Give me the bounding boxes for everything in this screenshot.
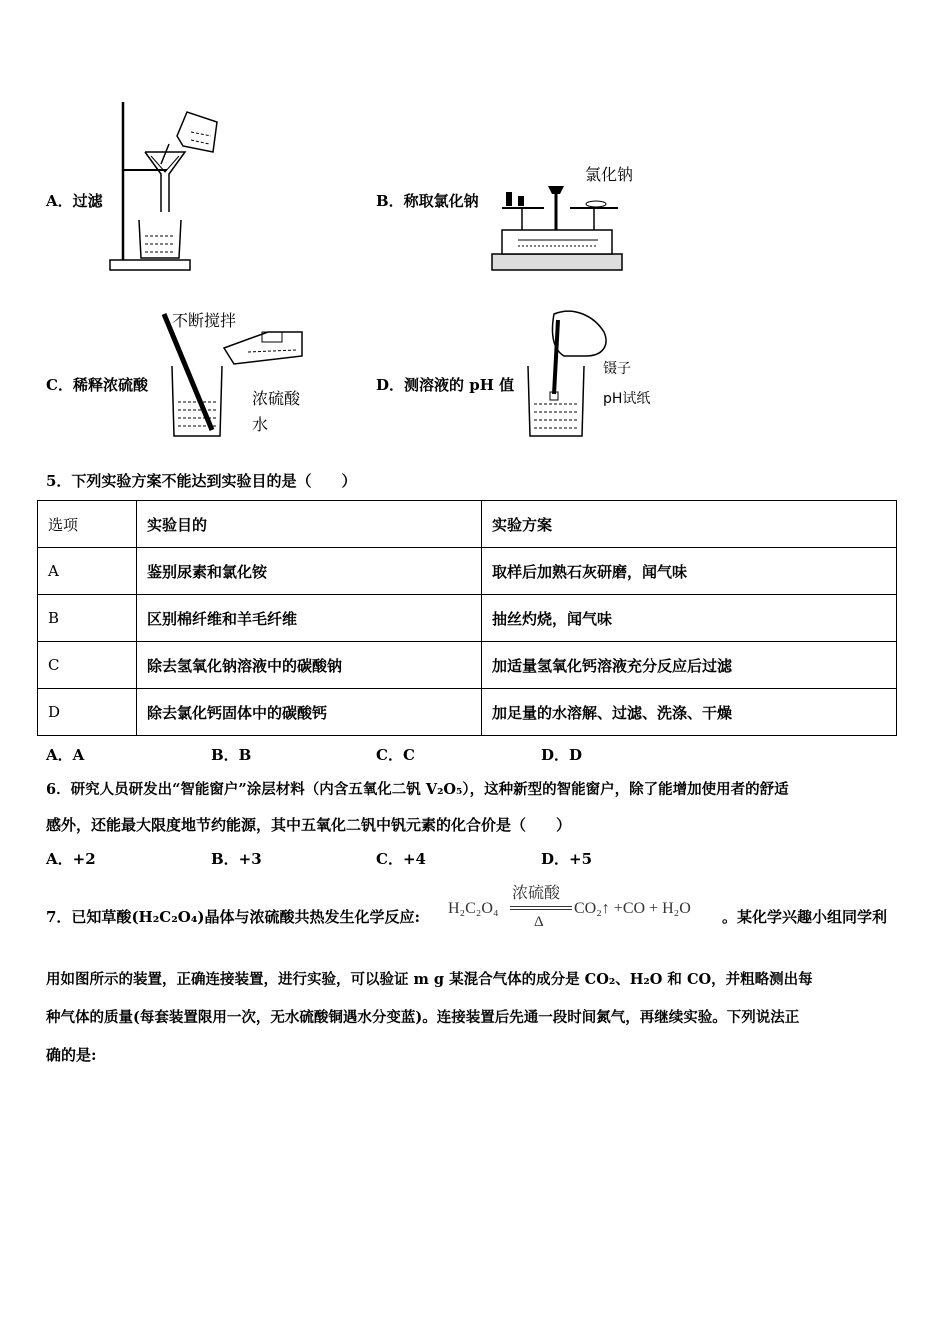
table-cell: 区别棉纤维和羊毛纤维 — [137, 595, 482, 642]
option-a-label: A．过滤 — [46, 192, 103, 210]
callout-ph-paper: pH试纸 — [603, 391, 651, 407]
q5-option-a: A．A — [46, 746, 85, 764]
q7-line3: 种气体的质量(每套装置限用一次，无水硫酸铜遇水分变蓝)。连接装置后先通一段时间氮气，再继续实验。下列说法正 — [46, 1009, 800, 1026]
q5-option-d: D．D — [541, 746, 583, 764]
ph-test-figure — [524, 306, 614, 441]
q7-after-equation: 。某化学兴趣小组同学利 — [722, 908, 888, 926]
q6-line2: 感外，还能最大限度地节约能源，其中五氧化二钒中钒元素的化合价是（ ） — [46, 816, 572, 834]
table-header-row — [38, 501, 897, 548]
q6-option-c: C．+4 — [376, 850, 426, 868]
q5-table — [37, 500, 897, 736]
reaction-equation — [448, 878, 723, 938]
table-row — [38, 595, 897, 642]
table-header-cell: 实验目的 — [137, 501, 482, 548]
callout-acid: 浓硫酸 — [252, 389, 301, 408]
callout-water: 水 — [252, 415, 269, 434]
table-row — [38, 689, 897, 736]
table-cell: 加足量的水溶解、过滤、洗涤、干燥 — [482, 689, 897, 736]
q7-line4: 确的是: — [46, 1046, 97, 1064]
table-cell: 取样后加熟石灰研磨，闻气味 — [482, 548, 897, 595]
equation-bar — [510, 906, 572, 907]
q5-option-b: B．B — [211, 746, 252, 764]
callout-sodium-chloride: 氯化钠 — [585, 165, 634, 184]
callout-stir: 不断搅拌 — [172, 311, 237, 330]
option-d-label: D．测溶液的 pH 值 — [376, 376, 515, 394]
equation-reactant: H₂C₂O₄ — [448, 900, 499, 917]
option-c-label: C．稀释浓硫酸 — [46, 376, 148, 394]
option-b-label: B．称取氯化钠 — [376, 192, 479, 210]
q6-option-b: B．+3 — [211, 850, 262, 868]
table-header-cell: 选项 — [38, 501, 137, 548]
q5-option-c: C．C — [376, 746, 415, 764]
equation-condition: 浓硫酸 — [512, 885, 561, 902]
q7-line2: 用如图所示的装置，正确连接装置，进行实验，可以验证 m g 某混合气体的成分是 CO₂、H₂O 和 CO，并粗略测出每 — [46, 971, 813, 988]
q6-line1: 6．研究人员研发出“智能窗户”涂层材料（内含五氧化二钒 V₂O₅），这种新型的智能窗户，除了能增加使用者的舒适 — [46, 781, 789, 798]
table-row — [38, 548, 897, 595]
table-cell: C — [38, 642, 137, 689]
table-cell: 除去氢氧化钠溶液中的碳酸钠 — [137, 642, 482, 689]
q6-option-a: A．+2 — [46, 850, 96, 868]
table-cell: B — [38, 595, 137, 642]
table-cell: 加适量氢氧化钙溶液充分反应后过滤 — [482, 642, 897, 689]
table-cell: 除去氯化钙固体中的碳酸钙 — [137, 689, 482, 736]
q5-stem: 5．下列实验方案不能达到实验目的是（ ） — [46, 472, 357, 490]
q6-option-d: D．+5 — [541, 850, 593, 868]
table-cell: D — [38, 689, 137, 736]
equation-products: CO₂↑ +CO + H₂O — [574, 900, 691, 917]
equation-heat-symbol: Δ — [534, 914, 544, 930]
equation-bar — [510, 909, 572, 910]
table-cell: 鉴别尿素和氯化铵 — [137, 548, 482, 595]
table-header-cell: 实验方案 — [482, 501, 897, 548]
filtration-figure — [105, 98, 225, 273]
q7-intro: 7．已知草酸(H₂C₂O₄)晶体与浓硫酸共热发生化学反应: — [46, 908, 421, 926]
table-cell: A — [38, 548, 137, 595]
table-row — [38, 642, 897, 689]
callout-tweezers: 镊子 — [603, 361, 631, 377]
table-cell: 抽丝灼烧，闻气味 — [482, 595, 897, 642]
